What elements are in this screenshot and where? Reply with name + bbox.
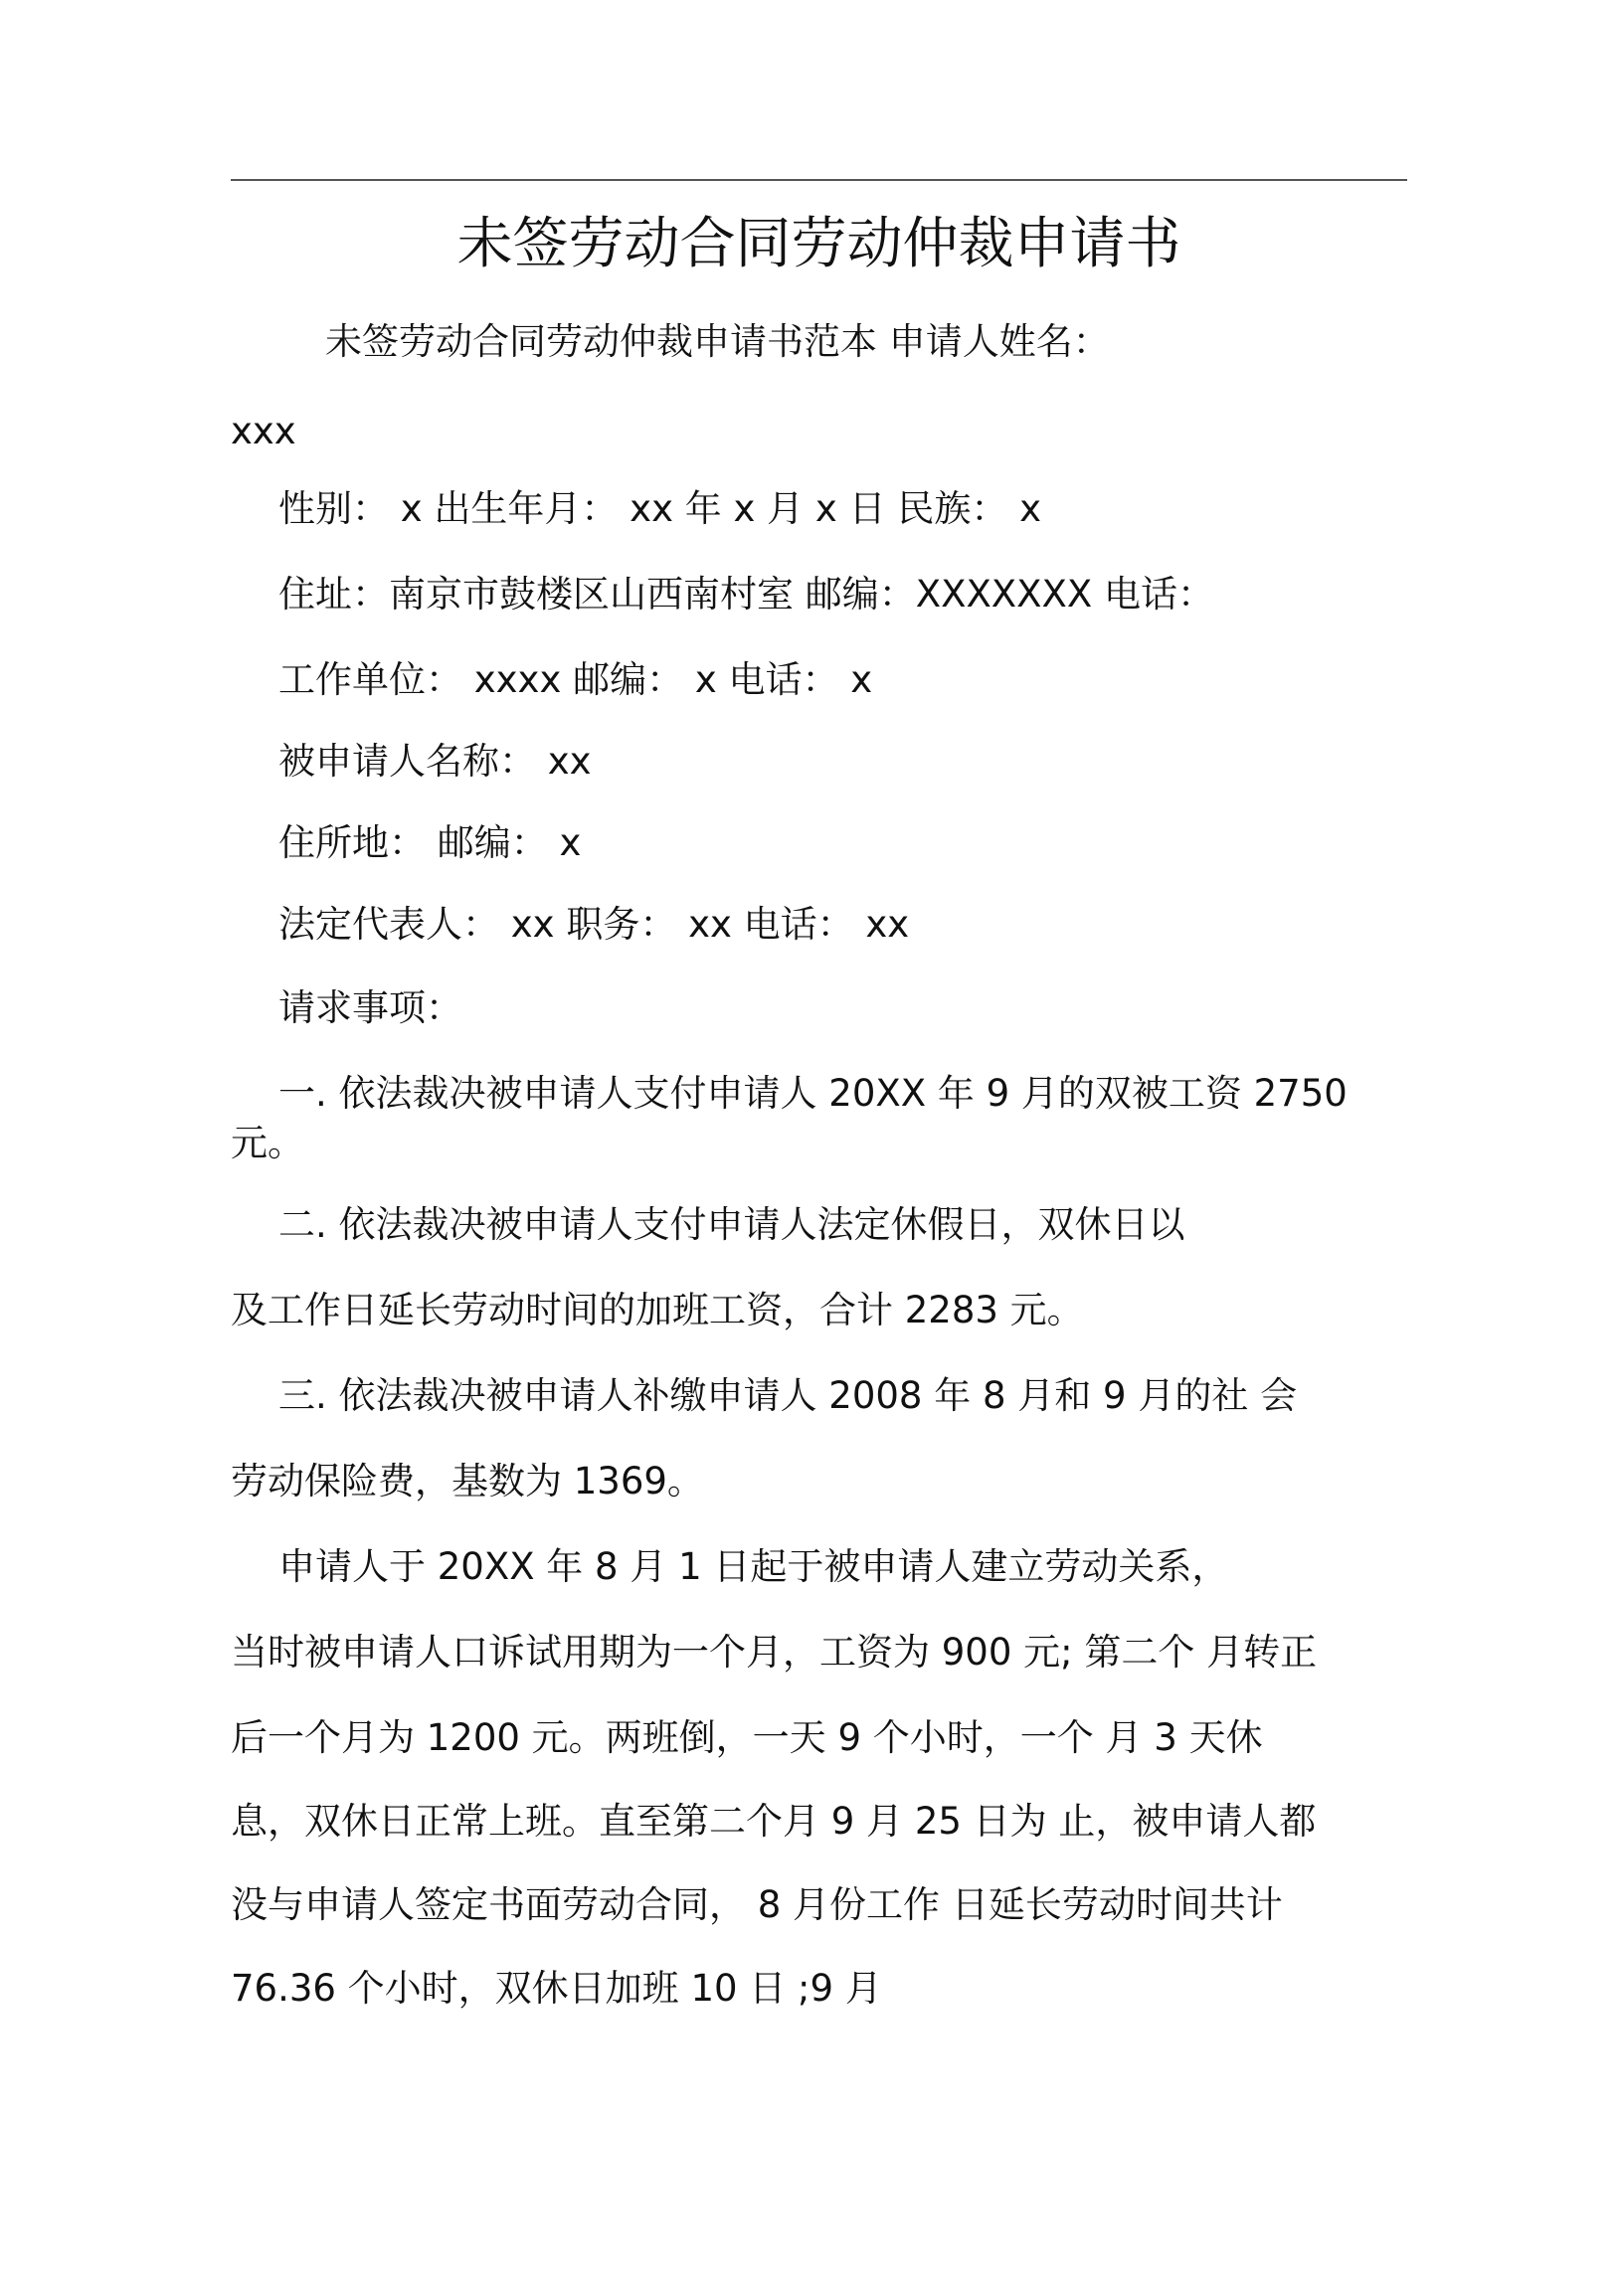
- facts-line-4: 息，双休日正常上班。直至第二个月 9 月 25 日为 止，被申请人都: [231, 1800, 1317, 1843]
- header-divider: [231, 179, 1407, 181]
- facts-line-3: 后一个月为 1200 元。两班倒，一天 9 个小时，一个 月 3 天休: [231, 1716, 1263, 1759]
- applicant-name-value: xxx: [231, 410, 296, 452]
- applicant-gender-birth-line: 性别： x 出生年月： xx 年 x 月 x 日 民族： x: [278, 487, 1041, 530]
- claim-one-line-1: 一. 依法裁决被申请人支付申请人 20XX 年 9 月的双被工资 2750: [278, 1072, 1348, 1115]
- claim-two-line-2: 及工作日延长劳动时间的加班工资，合计 2283 元。: [231, 1289, 1084, 1331]
- subtitle-line: 未签劳动合同劳动仲裁申请书范本 申请人姓名：: [325, 320, 1110, 363]
- applicant-address-line: 住址：南京市鼓楼区山西南村室 邮编：XXXXXXX 电话：: [278, 573, 1214, 616]
- legal-representative-line: 法定代表人： xx 职务： xx 电话： xx: [278, 903, 910, 946]
- facts-line-6: 76.36 个小时，双休日加班 10 日 ;9 月: [231, 1967, 882, 2010]
- respondent-address-line: 住所地： 邮编： x: [278, 821, 582, 864]
- claim-three-line-1: 三. 依法裁决被申请人补缴申请人 2008 年 8 月和 9 月的社 会: [278, 1374, 1298, 1417]
- document-title: 未签劳动合同劳动仲裁申请书: [456, 212, 1181, 276]
- facts-line-5: 没与申请人签定书面劳动合同， 8 月份工作 日延长劳动时间共计: [231, 1883, 1283, 1926]
- facts-line-2: 当时被申请人口诉试用期为一个月，工资为 900 元; 第二个 月转正: [231, 1631, 1318, 1674]
- claims-heading: 请求事项：: [278, 986, 462, 1029]
- applicant-workplace-line: 工作单位： xxxx 邮编： x 电话： x: [278, 658, 873, 701]
- facts-line-1: 申请人于 20XX 年 8 月 1 日起于被申请人建立劳动关系，: [278, 1545, 1229, 1588]
- claim-one-line-2: 元。: [231, 1122, 304, 1164]
- respondent-name-line: 被申请人名称： xx: [278, 740, 592, 783]
- claim-three-line-2: 劳动保险费，基数为 1369。: [231, 1460, 704, 1502]
- claim-two-line-1: 二. 依法裁决被申请人支付申请人法定休假日，双休日以: [278, 1203, 1185, 1246]
